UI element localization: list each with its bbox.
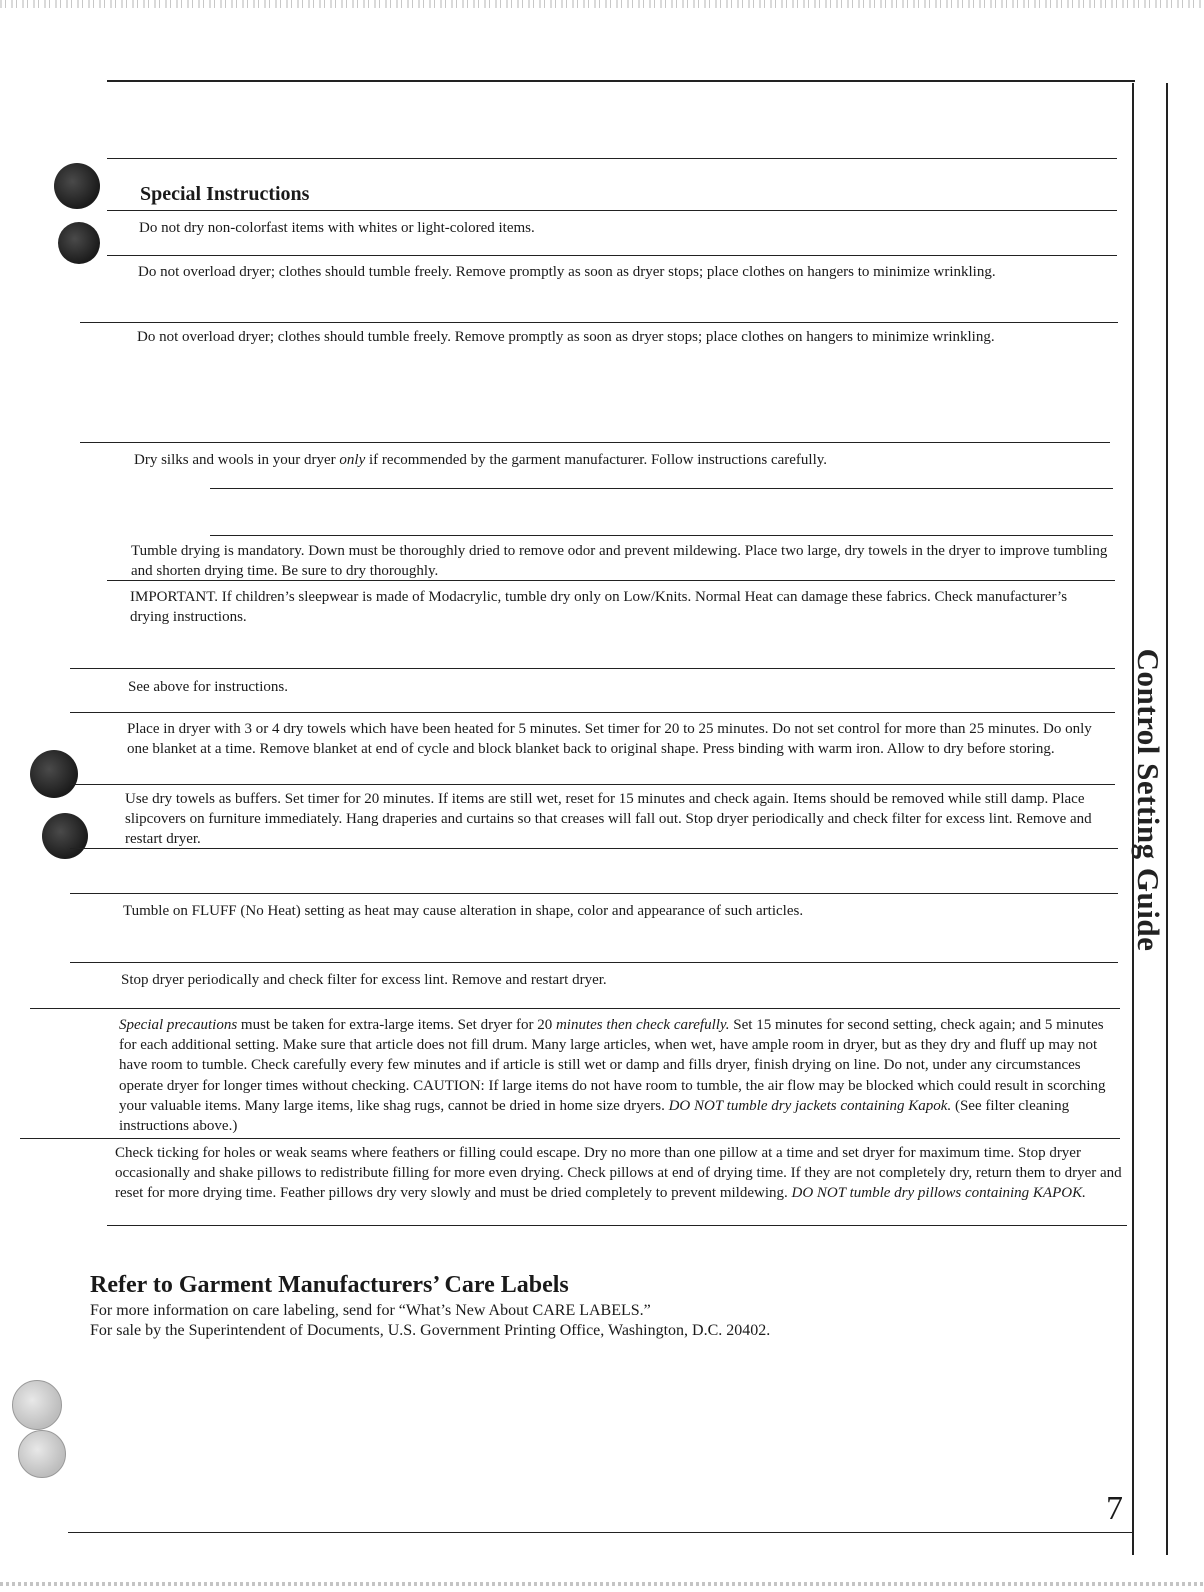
row-text-part: Dry silks and wools in your dryer [134,452,340,468]
row-rule [20,1138,1120,1139]
instruction-row: Do not overload dryer; clothes should tumble freely. Remove promptly as soon as dryer stops; place clothes on hangers to minimize wrinkling. [138,264,996,280]
row-text-part: Set 15 minutes for second setting, check again; and 5 minutes for each additional setting. Make sure that article does not fill drum. Many large articles, when wet, have ample room in dryer, but as they dry and fluff up may not have room to tumble. Check carefully every few minutes and if article is still wet or damp and fills dryer, finish drying on line. Do not, under any circumstances operate dryer for longer times without checking. CAUTION: If large items do not have room to tumble, the air flow may be blocked which could result in scorching your valuable items. Many large items, like shag rugs, cannot be dried in home size dryers. [119,1017,1106,1114]
instruction-row: Stop dryer periodically and check filter for excess lint. Remove and restart dryer. [121,972,607,988]
row-text-part: Check ticking for holes or weak seams where feathers or filling could escape. Dry no more than one pillow at a time and set dryer for maximum time. Stop dryer occasionally and shake pillows to redistribute filling for more even drying. Check pillows at end of drying time. If they are not completely dry, return them to dryer and reset for more drying time. Feather pillows dry very slowly and must be dried completely to prevent mildewing. [115,1145,1122,1202]
instruction-row: IMPORTANT. If children’s sleepwear is made of Modacrylic, tumble dry only on Low/Knits. Normal Heat can damage these fabrics. Check manufacturer’s drying instructions. [130,589,1068,625]
instruction-row: Use dry towels as buffers. Set timer for 20 minutes. If items are still wet, reset for 15 minutes and check again. Items should be removed while still damp. Place slipcovers on furniture immediately. Hang draperies and curtains so that creases will fall out. Stop dryer periodically and check filter for excess lint. Remove and restart dryer. [125,791,1092,847]
bottom-rule [68,1532,1132,1533]
row-rule [70,712,1115,713]
row-text-emphasis: DO NOT tumble dry jackets containing Kapok. [668,1097,952,1114]
instruction-row: Do not overload dryer; clothes should tumble freely. Remove promptly as soon as dryer stops; place clothes on hangers to minimize wrinkling. [137,329,995,345]
instruction-row [119,1015,1124,1136]
instruction-row [115,1143,1125,1204]
row-text-emphasis: DO NOT tumble dry pillows containing KAPOK. [791,1185,1086,1202]
row-rule [70,848,1118,849]
instruction-row: Tumble on FLUFF (No Heat) setting as heat may cause alteration in shape, color and appearance of such articles. [123,903,804,919]
row-rule [70,668,1115,669]
row-rule [70,962,1118,963]
row-rule [70,784,1115,785]
row-rule [107,1225,1127,1226]
instruction-row: Do not dry non-colorfast items with whites or light-colored items. [139,220,535,236]
row-text-part: if recommended by the garment manufacturer. Follow instructions carefully. [365,452,828,468]
instruction-row: Place in dryer with 3 or 4 dry towels which have been heated for 5 minutes. Set timer for 20 to 25 minutes. Do not set control for more than 25 minutes. Do only one blanket at a time. Remove blanket at end of cycle and block blanket back to original shape. Press binding with warm iron. Allow to dry before storing. [127,721,1092,757]
instruction-row [134,450,1109,470]
scan-edge-top [0,0,1204,8]
binder-hole [12,1380,62,1430]
binder-hole [58,222,100,264]
row-rule [30,1008,1120,1009]
instruction-row: See above for instructions. [128,679,288,695]
binder-hole [42,813,88,859]
row-text-emphasis: only [339,452,366,468]
row-rule [107,158,1117,159]
scan-edge-bottom [0,1582,1204,1586]
footer-line: For sale by the Superintendent of Documents, U.S. Government Printing Office, Washington, D.C. 20402. [90,1322,771,1339]
row-rule [80,442,1110,443]
footer-heading: Refer to Garment Manufacturers’ Care Labels [90,1272,569,1298]
top-rule [107,80,1135,82]
section-heading: Special Instructions [140,183,310,205]
row-text-emphasis: Special precautions [119,1017,238,1033]
side-title: Control Setting Guide [1131,648,1166,952]
row-text-part: (See filter cleaning instructions above.) [119,1097,1070,1135]
instruction-row: Tumble drying is mandatory. Down must be thoroughly dried to remove odor and prevent mildewing. Place two large, dry towels in the dryer to improve tumbling and shorten drying time. Be sure to dry thoroughly. [131,543,1108,579]
row-text-emphasis: minutes then check carefully. [555,1017,730,1033]
page-number: 7 [1106,1490,1123,1527]
footer-line: For more information on care labeling, send for “What’s New About CARE LABELS.” [90,1302,651,1319]
row-rule [107,210,1117,211]
row-rule [210,535,1113,536]
row-rule [210,488,1113,489]
row-rule [107,255,1117,256]
row-rule [70,893,1118,894]
row-rule [107,580,1115,581]
row-rule [80,322,1118,323]
binder-hole [54,163,100,209]
binder-hole [30,750,78,798]
row-text-part: must be taken for extra-large items. Set dryer for 20 [237,1017,556,1033]
binder-hole [18,1430,66,1478]
